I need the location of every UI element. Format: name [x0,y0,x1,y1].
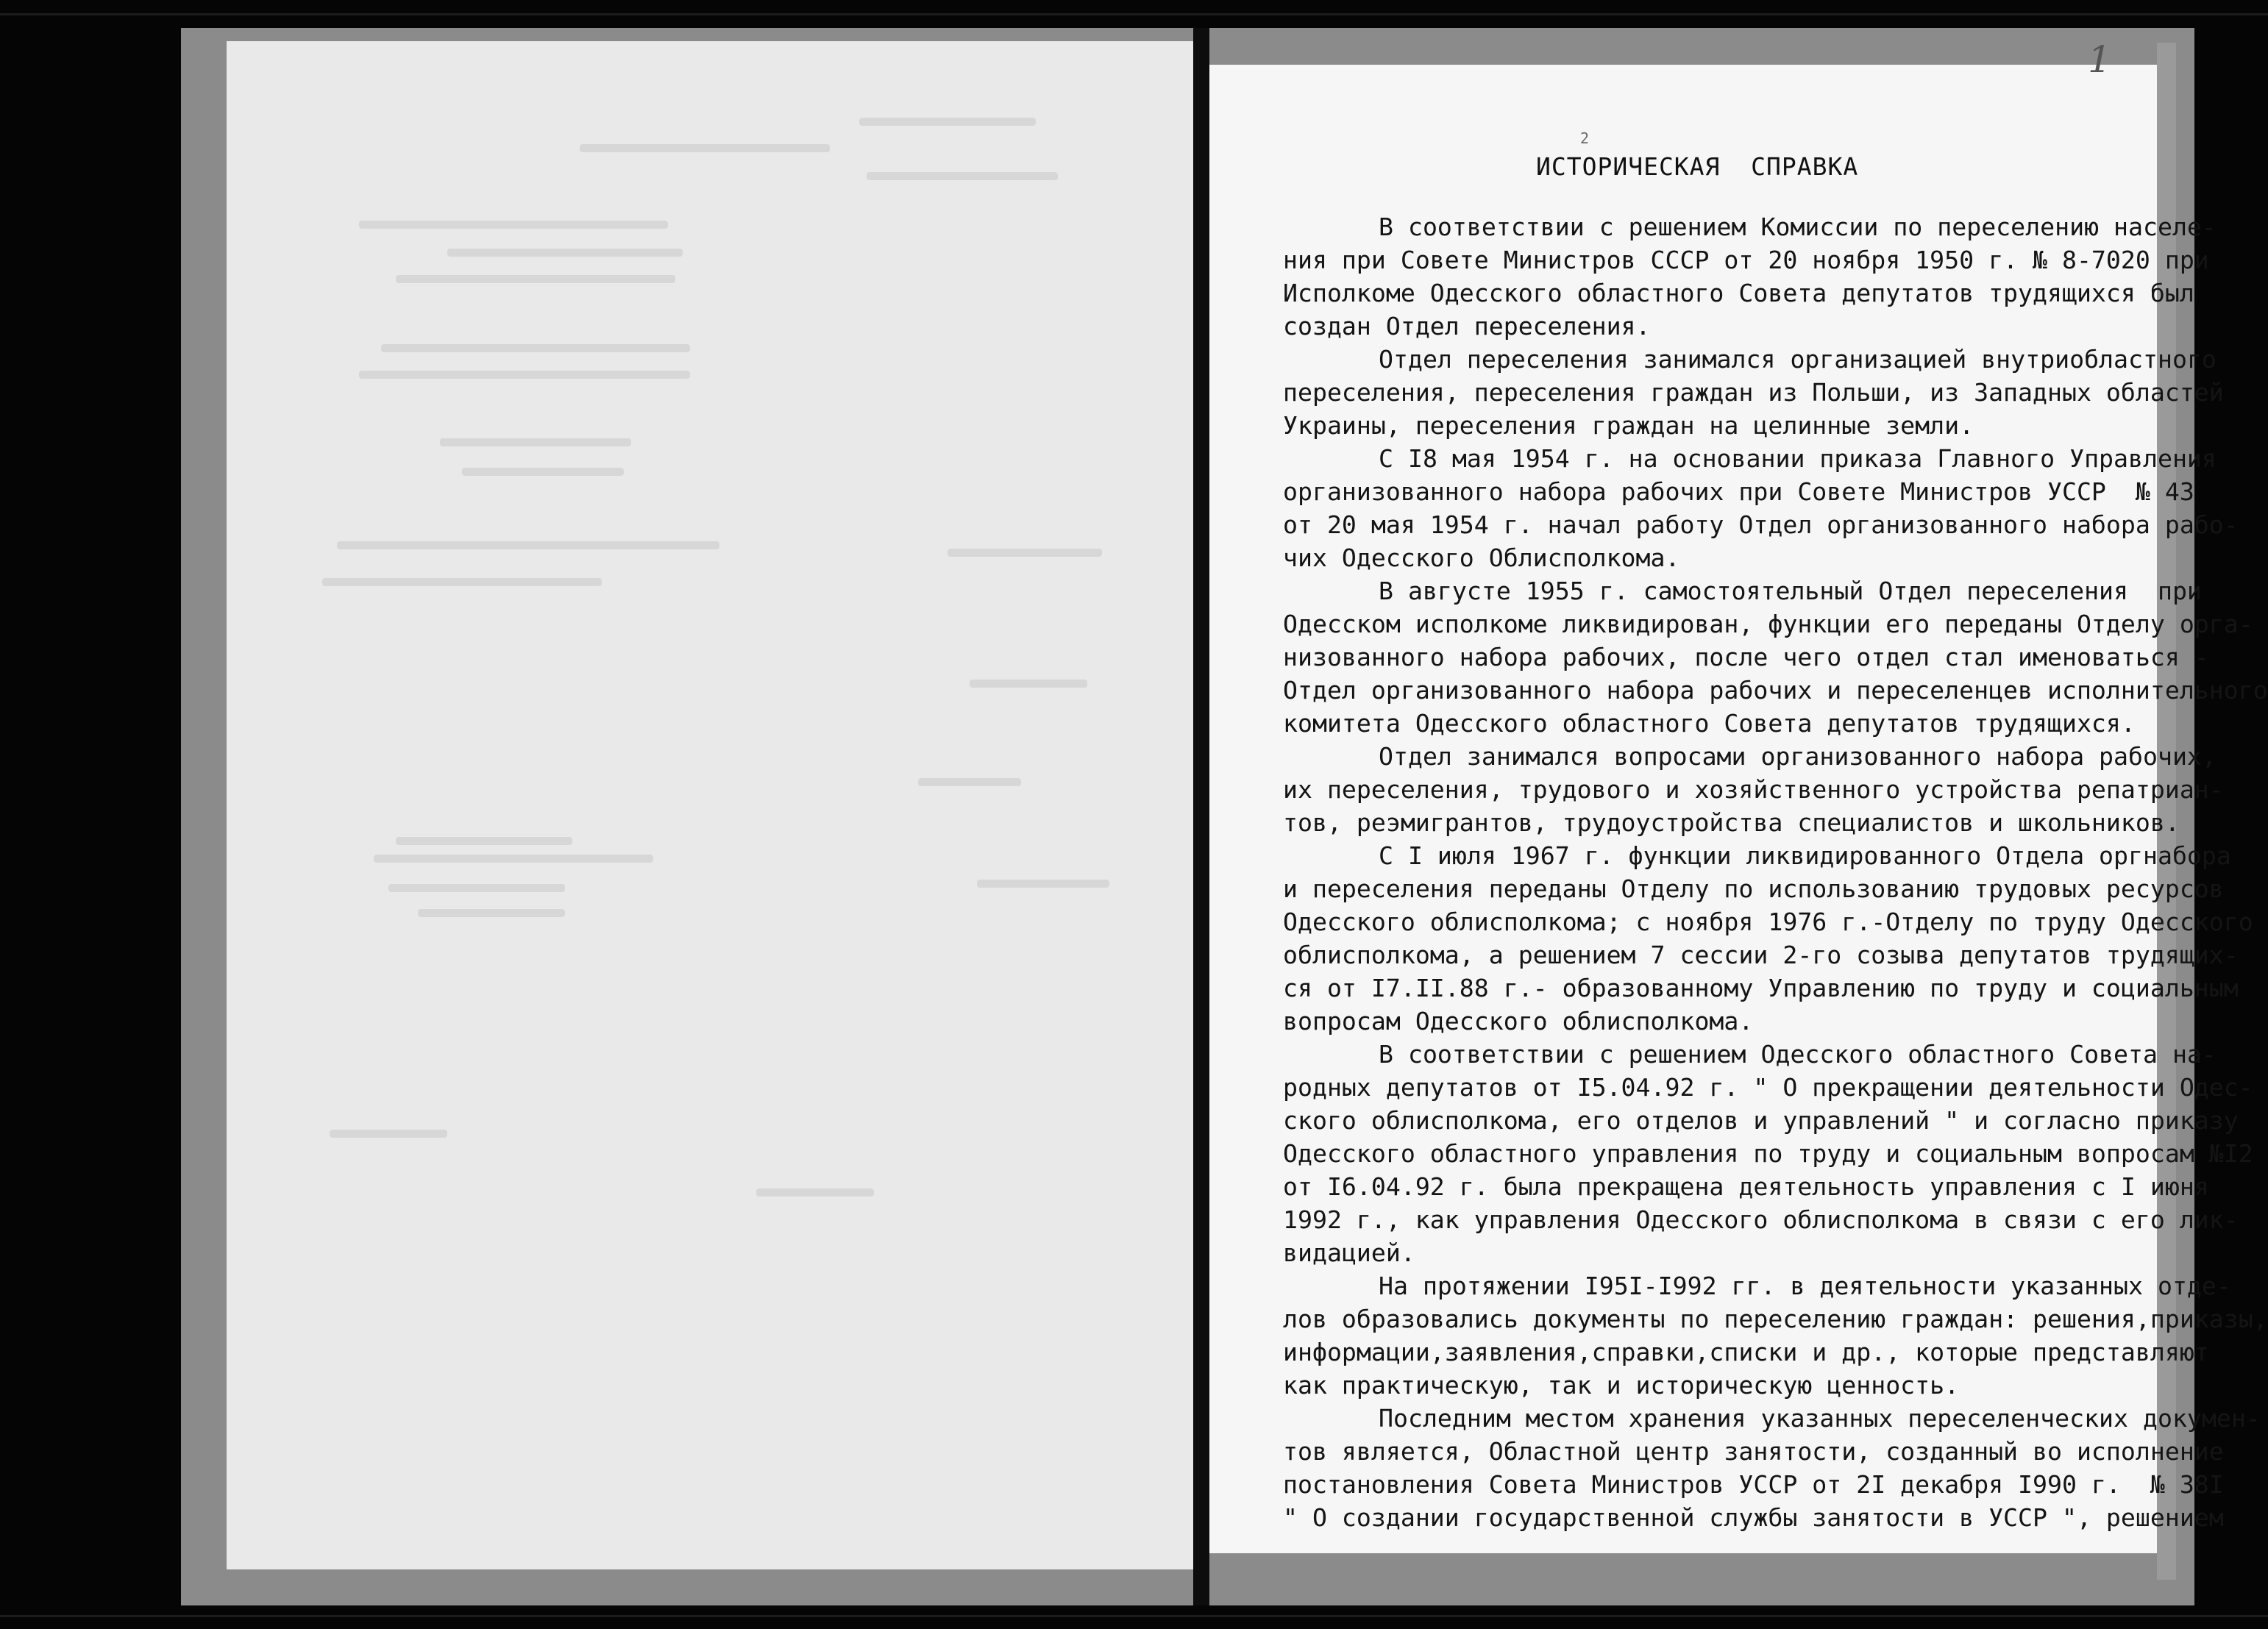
text-line: тов является, Областной центр занятости, созданный во исполнение [1283,1437,2224,1466]
scan-frame-bottom [0,1615,2268,1617]
text-line: С I8 мая 1954 г. на основании приказа Главного Управления [1379,444,2217,473]
text-line: Исполкоме Одесского областного Совета депутатов трудящихся был [1283,279,2194,307]
text-line: низованного набора рабочих, после чего отдел стал именоваться - [1283,643,2209,671]
document-body [1283,210,2268,1534]
text-line: комитета Одесского областного Совета депутатов трудящихся. [1283,709,2136,738]
scan-frame-top [0,13,2268,15]
text-line: Отдел занимался вопросами организованного набора рабочих, [1379,742,2217,771]
text-line: видацией. [1283,1238,1415,1267]
page-marker: 2 [1580,129,1590,147]
text-line: Одесского областного управления по труду и социальным вопросам №I2 [1283,1139,2253,1168]
text-line: В августе 1955 г. самостоятельный Отдел переселения при [1379,577,2202,605]
text-line: На протяжении I95I-I992 гг. в деятельности указанных отде- [1379,1272,2231,1300]
text-line: постановления Совета Министров УССР от 2I декабря I990 г. № 38I [1283,1470,2224,1499]
text-line: их переселения, трудового и хозяйственного устройства репатриан- [1283,775,2224,804]
text-line: В соответствии с решением Одесского областного Совета на- [1379,1040,2217,1069]
text-line: Одесском исполкоме ликвидирован, функции его переданы Отделу орга- [1283,610,2253,638]
text-line: В соответствии с решением Комиссии по переселению населе- [1379,213,2217,241]
text-line: от I6.04.92 г. была прекращена деятельность управления с I июня [1283,1172,2209,1201]
text-line: 1992 г., как управления Одесского облисполкома в связи с его лик- [1283,1205,2239,1234]
handwritten-page-number: 1 [2088,38,2111,81]
text-line: организованного набора рабочих при Совете Министров УССР № 43 [1283,477,2194,506]
text-line: от 20 мая 1954 г. начал работу Отдел организованного набора рабо- [1283,510,2239,539]
text-line: и переселения переданы Отделу по использованию трудовых ресурсов [1283,874,2224,903]
text-line: тов, реэмигрантов, трудоустройства специалистов и школьников. [1283,808,2180,837]
text-line: облисполкома, а решением 7 сессии 2-го созыва депутатов трудящих- [1283,941,2239,969]
book-gutter [1193,28,1209,1605]
document-title: ИСТОРИЧЕСКАЯ СПРАВКА [1536,152,1859,181]
text-line: Украины, переселения граждан на целинные земли. [1283,411,1974,440]
text-line: Одесского облисполкома; с ноября 1976 г.-Отделу по труду Одесского [1283,908,2253,936]
text-line: как практическую, так и историческую ценность. [1283,1371,1960,1400]
text-line: С I июля 1967 г. функции ликвидированного Отдела оргнабора [1379,841,2231,870]
text-line: ния при Совете Министров СССР от 20 ноября 1950 г. № 8-7020 при [1283,246,2209,274]
text-line: лов образовались документы по переселению граждан: решения,приказы, [1283,1305,2268,1333]
left-page-blank [227,41,1193,1569]
text-line: информации,заявления,справки,списки и др., которые представляют [1283,1338,2209,1366]
text-line: ского облисполкома, его отделов и управлений " и согласно приказу [1283,1106,2239,1135]
text-line: создан Отдел переселения. [1283,312,1651,341]
text-line: родных депутатов от I5.04.92 г. " О прекращении деятельности Одес- [1283,1073,2253,1102]
text-line: " О создании государственной службы занятости в УССР ", решением [1283,1503,2224,1532]
text-line: Последним местом хранения указанных переселенческих докумен- [1379,1404,2261,1433]
text-line: чих Одесского Облисполкома. [1283,543,1680,572]
text-line: Отдел переселения занимался организацией внутриобластного [1379,345,2217,374]
text-line: вопросам Одесского облисполкома. [1283,1007,1754,1035]
text-line: переселения, переселения граждан из Польши, из Западных областей [1283,378,2224,407]
bleed-through-text [227,41,1193,1569]
text-line: ся от I7.II.88 г.- образованному Управлению по труду и социальным [1283,974,2239,1002]
text-line: Отдел организованного набора рабочих и переселенцев исполнительного [1283,676,2268,705]
